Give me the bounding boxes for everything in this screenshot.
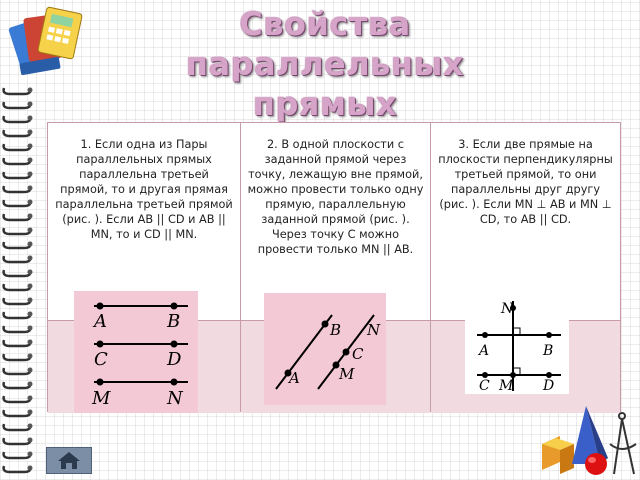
spiral-hole: [28, 298, 33, 303]
figure-2-background: [264, 293, 386, 405]
figure-3: [465, 291, 569, 394]
label-b: B: [167, 311, 181, 332]
spiral-hole: [28, 354, 33, 359]
spiral-ring: [4, 200, 31, 206]
page-title: [95, 4, 555, 124]
spiral-ring: [4, 424, 31, 430]
spiral-hole: [28, 186, 33, 191]
spiral-ring: [4, 242, 31, 248]
spiral-ring: [4, 88, 31, 94]
label-b: B: [543, 343, 554, 359]
spiral-ring: [4, 312, 31, 318]
spiral-ring: [4, 130, 31, 136]
spiral-ring: [4, 270, 31, 276]
property-1-text: 1. Если одна из Пары параллельных прямых параллельна третьей прямой, то и другая прямая параллельна третьей прямой (рис. ). Если AB || CD и AB || MN, то и CD || MN.: [55, 138, 233, 241]
spiral-ring: [4, 116, 31, 122]
spiral-ring: [4, 354, 31, 360]
spiral-ring: [4, 410, 31, 416]
spiral-ring: [4, 438, 31, 444]
label-c: C: [352, 345, 364, 363]
spiral-hole: [28, 256, 33, 261]
spiral-hole: [28, 382, 33, 387]
spiral-hole: [28, 438, 33, 443]
spiral-ring: [4, 144, 31, 150]
label-m: M: [92, 388, 111, 409]
spiral-hole: [28, 424, 33, 429]
label-b: B: [330, 321, 342, 339]
spiral-hole: [28, 326, 33, 331]
title-line-2: прямых: [252, 85, 398, 123]
spiral-hole: [28, 312, 33, 317]
spiral-hole: [28, 242, 33, 247]
spiral-hole: [28, 228, 33, 233]
spiral-hole: [28, 466, 33, 471]
cell-text-2: [241, 123, 430, 320]
spiral-hole: [28, 116, 33, 121]
label-m: M: [499, 378, 514, 394]
label-n: N: [367, 321, 381, 339]
label-c: C: [94, 349, 108, 370]
spiral-ring: [4, 214, 31, 220]
spiral-hole: [28, 102, 33, 107]
label-a: A: [479, 343, 490, 359]
title-line-1: Свойства параллельных: [185, 5, 465, 83]
spiral-hole: [28, 270, 33, 275]
spiral-ring: [4, 228, 31, 234]
spiral-hole: [28, 396, 33, 401]
home-icon: [47, 448, 91, 473]
spiral-hole: [28, 158, 33, 163]
label-n: N: [501, 301, 514, 317]
spiral-ring: [4, 382, 31, 388]
label-n: N: [167, 388, 183, 409]
property-3-text: 3. Если две прямые на плоскости перпендикулярны третьей прямой, то они параллельны друг другу (рис. ). Если MN ⊥ AB и MN ⊥ CD, то AB || CD.: [438, 138, 613, 226]
home-button[interactable]: [46, 447, 92, 474]
label-a: A: [289, 369, 300, 387]
spiral-ring: [4, 340, 31, 346]
label-d: D: [543, 378, 555, 394]
label-c: C: [479, 378, 490, 394]
geometry-shapes-icon: [532, 404, 640, 480]
spiral-ring: [4, 256, 31, 262]
label-d: D: [167, 349, 182, 370]
spiral-hole: [28, 452, 33, 457]
spiral-hole: [28, 368, 33, 373]
spiral-hole: [28, 130, 33, 135]
spiral-ring: [4, 452, 31, 458]
calculator-book-icon: [6, 4, 86, 82]
spiral-ring: [4, 326, 31, 332]
spiral-hole: [28, 214, 33, 219]
spiral-ring: [4, 158, 31, 164]
spiral-ring: [4, 172, 31, 178]
spiral-hole: [28, 410, 33, 415]
spiral-hole: [28, 144, 33, 149]
spiral-ring: [4, 298, 31, 304]
spiral-hole: [28, 200, 33, 205]
spiral-hole: [28, 284, 33, 289]
spiral-ring: [4, 466, 31, 472]
label-a: A: [94, 311, 107, 332]
spiral-ring: [4, 368, 31, 374]
figure-1: [74, 291, 198, 413]
spiral-hole: [28, 172, 33, 177]
figure-2: [264, 293, 386, 405]
spiral-hole: [28, 88, 33, 93]
spiral-ring: [4, 102, 31, 108]
property-2-text: 2. В одной плоскости с заданной прямой через точку, лежащую вне прямой, можно провести только одну прямую, параллельную заданной прямой (рис. ). Через точку C можно провести только MN || AB.: [247, 138, 424, 256]
spiral-ring: [4, 284, 31, 290]
spiral-ring: [4, 186, 31, 192]
spiral-ring: [4, 396, 31, 402]
label-m: M: [339, 365, 355, 383]
spiral-hole: [28, 340, 33, 345]
